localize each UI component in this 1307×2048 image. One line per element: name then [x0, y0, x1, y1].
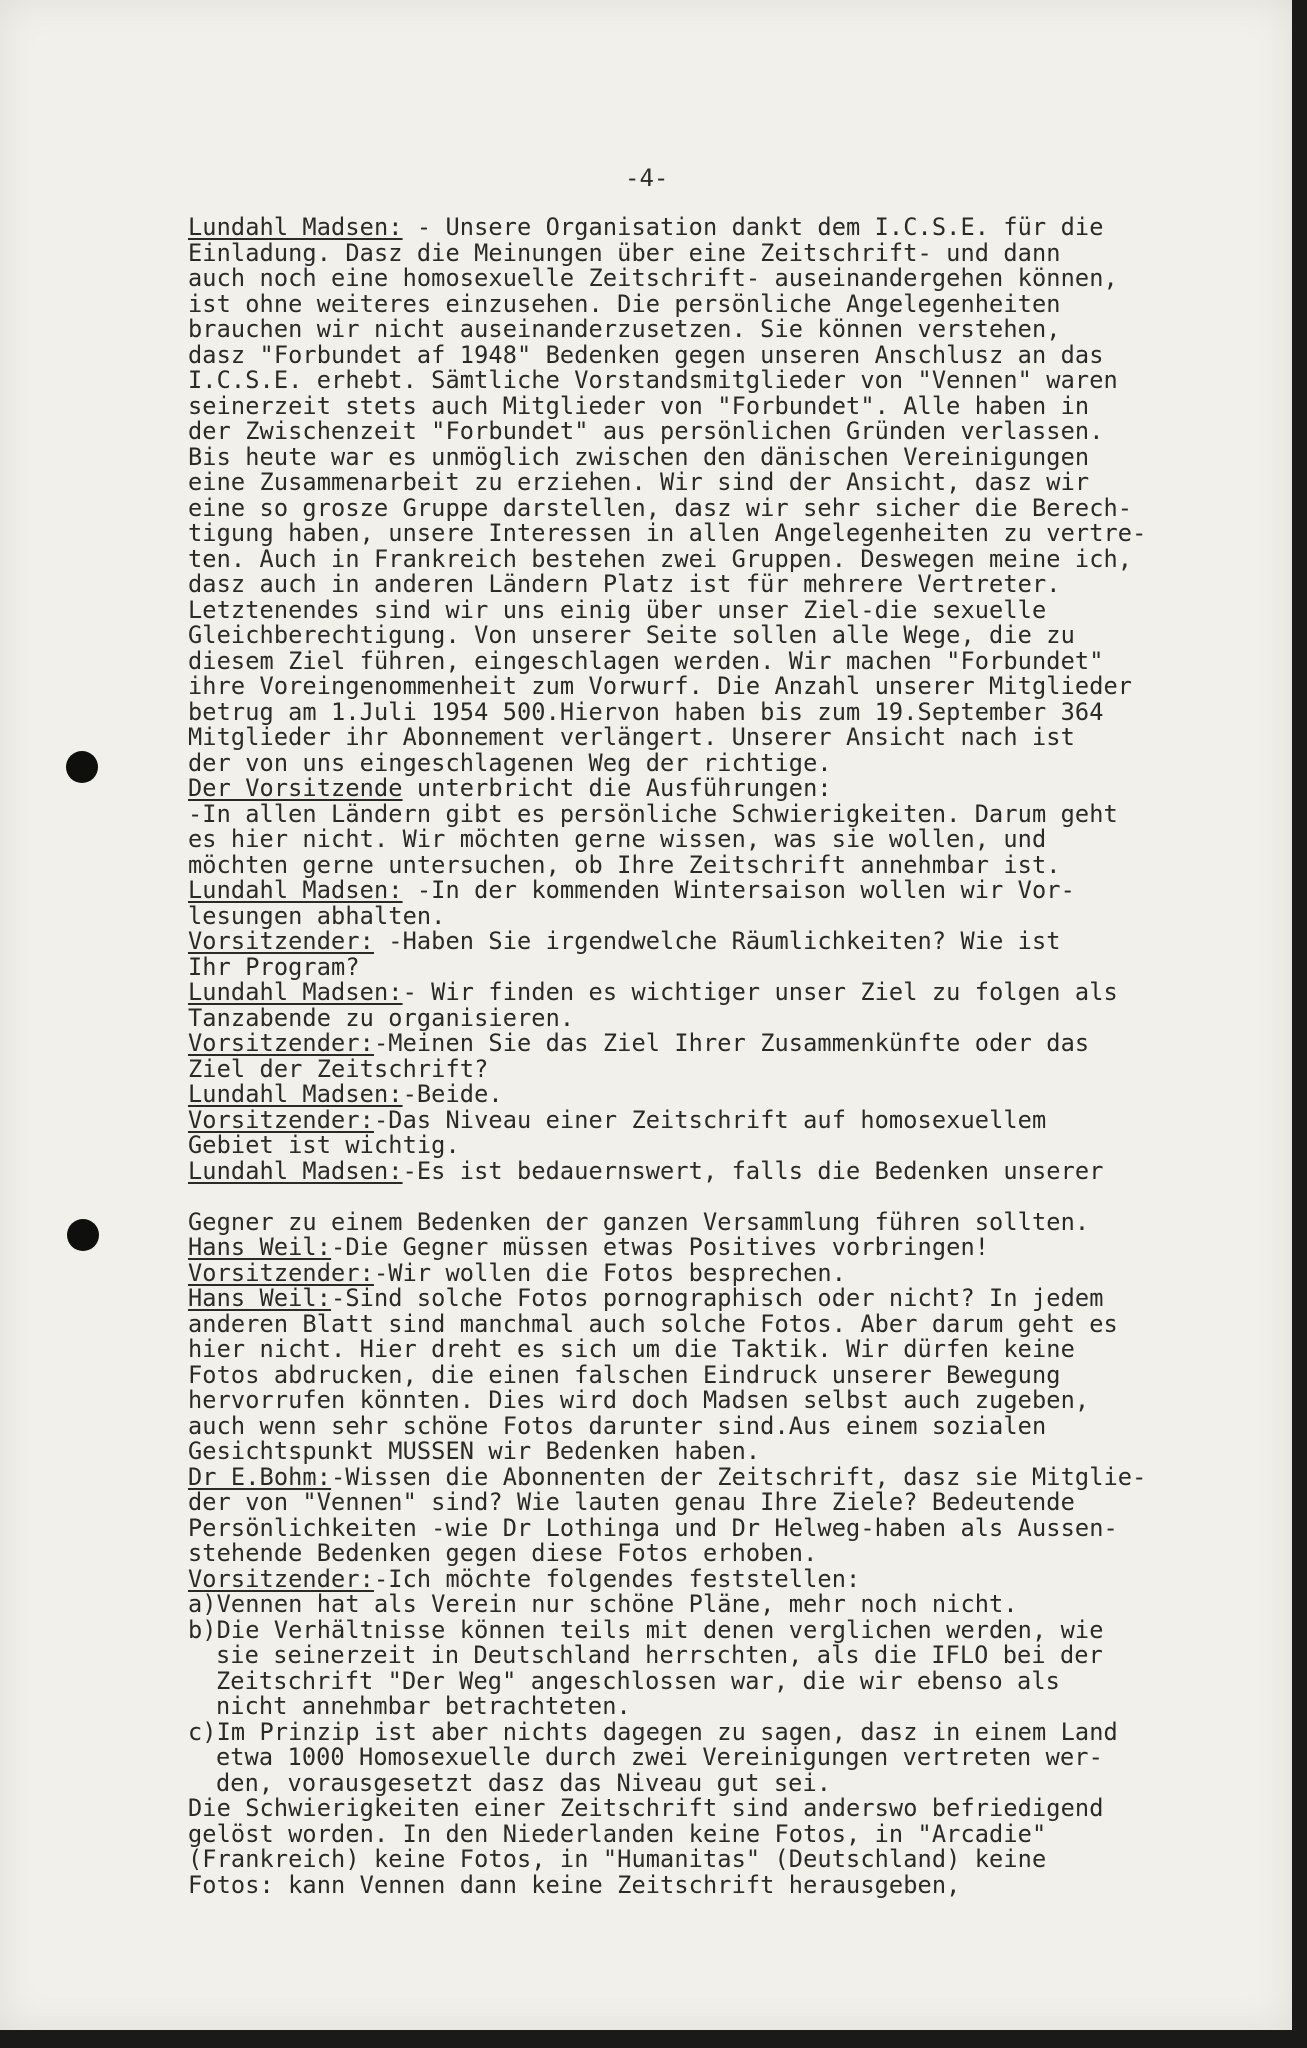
text-line: [188, 215, 1268, 241]
line-text: gelöst worden. In den Niederlanden keine Fotos, in "Arcadie": [188, 1819, 1047, 1848]
text-line: [188, 1031, 1268, 1057]
page-number: -4-: [625, 164, 669, 192]
text-line: [188, 799, 1268, 828]
line-text: (Frankreich) keine Fotos, in "Humanitas" (Deutschland) keine: [188, 1845, 1047, 1873]
text-line: [188, 317, 1268, 343]
text-line: [188, 646, 1268, 675]
line-text: ist ohne weiteres einzusehen. Die persönliche Angelegenheiten: [188, 289, 1061, 318]
document-body: [188, 215, 1268, 1898]
line-text: Tanzabende zu organisieren.: [188, 1003, 575, 1032]
line-text: -Das Niveau einer Zeitschrift auf homosexuellem: [373, 1105, 1047, 1134]
line-text: - Wir finden es wichtiger unser Ziel zu folgen als: [402, 978, 1118, 1006]
line-text: Fotos: kann Vennen dann keine Zeitschrift herausgeben,: [188, 1870, 961, 1899]
line-text: brauchen wir nicht auseinanderzusetzen. Sie können verstehen,: [188, 315, 1061, 343]
line-text: es hier nicht. Wir möchten gerne wissen, was sie wollen, und: [188, 825, 1047, 853]
text-line: [188, 391, 1268, 420]
line-text: nicht annehmbar betrachteten.: [216, 1692, 631, 1720]
speaker-name: Hans Weil:: [188, 1233, 332, 1261]
line-text: seinerzeit stets auch Mitglieder von "Forbundet". Alle haben in: [188, 391, 1090, 420]
text-line: [188, 1082, 1268, 1108]
text-line: [188, 493, 1268, 522]
text-line: [188, 901, 1268, 930]
scan-edge-right: [1292, 0, 1307, 2048]
text-line: [188, 1156, 1268, 1185]
text-line: [188, 368, 1268, 394]
speaker-name: Dr E.Bohm:: [188, 1462, 332, 1491]
text-line: [188, 1462, 1268, 1491]
text-line: [188, 623, 1268, 649]
text-line: [188, 1235, 1268, 1261]
text-line: [188, 419, 1268, 445]
speaker-name: Lundahl Madsen:: [188, 1156, 403, 1185]
text-line: [188, 1337, 1268, 1363]
text-line: [188, 1643, 1268, 1669]
line-text: auch wenn sehr schöne Fotos darunter sind.Aus einem sozialen: [188, 1411, 1047, 1440]
line-text: Gebiet ist wichtig.: [188, 1131, 460, 1159]
text-line: [188, 1105, 1268, 1134]
text-line: [188, 1513, 1268, 1542]
text-line: [188, 572, 1268, 598]
text-line: [188, 1615, 1268, 1644]
text-line: [188, 1847, 1268, 1873]
line-text: Persönlichkeiten -wie Dr Lothinga und Dr Helweg-haben als Aussen-: [188, 1513, 1118, 1542]
line-text: -Wir wollen die Fotos besprechen.: [373, 1258, 847, 1287]
line-text: Fotos abdrucken, die einen falschen Eindruck unserer Bewegung: [188, 1360, 1061, 1389]
text-line: [188, 1003, 1268, 1032]
line-text: -In der kommenden Wintersaison wollen wir Vor-: [402, 876, 1075, 904]
line-text: ten. Auch in Frankreich bestehen zwei Gruppen. Deswegen meine ich,: [188, 544, 1133, 573]
line-text: Gegner zu einem Bedenken der ganzen Versammlung führen sollten.: [188, 1207, 1090, 1236]
line-text: lesungen abhalten.: [188, 901, 446, 930]
speaker-name: Vorsitzender:: [188, 1105, 374, 1134]
line-text: unterbricht die Ausführungen:: [402, 774, 832, 802]
scan-edge-bottom: [0, 2030, 1307, 2048]
speaker-name: Lundahl Madsen:: [188, 213, 403, 241]
line-text: Bis heute war es unmöglich zwischen den dänischen Vereinigungen: [188, 442, 1090, 471]
text-line: [188, 725, 1268, 751]
text-line: [188, 595, 1268, 624]
line-text: a)Vennen hat als Verein nur schöne Pläne, mehr noch nicht.: [188, 1590, 1018, 1618]
line-text: betrug am 1.Juli 1954 500.Hiervon haben bis zum 19.September 364: [188, 697, 1104, 726]
text-line: [188, 674, 1268, 700]
text-line: [188, 952, 1268, 981]
line-text: den, vorausgesetzt dasz das Niveau gut sei.: [216, 1768, 832, 1797]
line-text: Gleichberechtigung. Von unserer Seite sollen alle Wege, die zu: [188, 621, 1075, 649]
line-text: der Zwischenzeit "Forbundet" aus persönlichen Gründen verlassen.: [188, 417, 1104, 445]
text-line: [188, 827, 1268, 853]
line-text: -Beide.: [402, 1080, 503, 1108]
speaker-name: Vorsitzender:: [188, 927, 374, 955]
line-text: -Meinen Sie das Ziel Ihrer Zusammenkünfte oder das: [373, 1029, 1090, 1057]
text-line: [188, 470, 1268, 496]
line-text: anderen Blatt sind manchmal auch solche Fotos. Aber darum geht es: [188, 1309, 1118, 1338]
speaker-name: Der Vorsitzende: [188, 774, 403, 802]
line-text: diesem Ziel führen, eingeschlagen werden. Wir machen "Forbundet": [188, 646, 1104, 675]
text-line: [188, 697, 1268, 726]
line-text: der von uns eingeschlagenen Weg der richtige.: [188, 748, 832, 777]
text-line: [188, 878, 1268, 904]
text-line: [188, 850, 1268, 879]
text-line: [188, 1439, 1268, 1465]
text-line: [188, 776, 1268, 802]
line-text: hervorrufen könnten. Dies wird doch Madsen selbst auch zugeben,: [188, 1386, 1090, 1414]
line-text: Die Schwierigkeiten einer Zeitschrift sind anderswo befriedigend: [188, 1794, 1104, 1822]
line-text: c)Im Prinzip ist aber nichts dagegen zu sagen, dasz in einem Land: [188, 1717, 1118, 1746]
line-text: Ziel der Zeitschrift?: [188, 1054, 489, 1083]
text-line: [188, 1388, 1268, 1414]
text-line: [188, 1768, 1268, 1797]
line-text: -Es ist bedauernswert, falls die Bedenken unserer: [402, 1156, 1104, 1185]
line-text: - Unsere Organisation dankt dem I.C.S.E. für die: [402, 213, 1104, 241]
text-line: [188, 980, 1268, 1006]
speaker-name: Lundahl Madsen:: [188, 876, 403, 904]
line-text: -In allen Ländern gibt es persönliche Schwierigkeiten. Darum geht: [188, 799, 1118, 828]
speaker-name: Lundahl Madsen:: [188, 1080, 403, 1108]
text-line: [188, 1184, 1268, 1210]
line-text: -Wissen die Abonnenten der Zeitschrift, dasz sie Mitglie-: [331, 1462, 1147, 1491]
line-text: der von "Vennen" sind? Wie lauten genau Ihre Ziele? Bedeutende: [188, 1488, 1075, 1516]
text-line: [188, 929, 1268, 955]
punch-hole-bottom: [67, 1219, 99, 1251]
speaker-name: Vorsitzender:: [188, 1258, 374, 1287]
text-line: [188, 1564, 1268, 1593]
text-line: [188, 544, 1268, 573]
text-line: [188, 1541, 1268, 1567]
text-line: [188, 1360, 1268, 1389]
line-text: Zeitschrift "Der Weg" angeschlossen war, die wir ebenso als: [216, 1666, 1060, 1695]
line-text: Mitglieder ihr Abonnement verlängert. Unserer Ansicht nach ist: [188, 723, 1075, 751]
line-text: Ihr Program?: [188, 952, 360, 981]
line-text: Gesichtspunkt MUSSEN wir Bedenken haben.: [188, 1437, 761, 1465]
text-line: [188, 1309, 1268, 1338]
text-line: [188, 1054, 1268, 1083]
text-line: [188, 442, 1268, 471]
line-text: etwa 1000 Homosexuelle durch zwei Vereinigungen vertreten wer-: [216, 1743, 1103, 1771]
line-text: -Sind solche Fotos pornographisch oder nicht? In jedem: [331, 1284, 1104, 1312]
text-line: [188, 1258, 1268, 1287]
line-text: I.C.S.E. erhebt. Sämtliche Vorstandsmitglieder von "Vennen" waren: [188, 366, 1118, 394]
line-text: auch noch eine homosexuelle Zeitschrift- auseinandergehen können,: [188, 264, 1118, 292]
line-text: eine Zusammenarbeit zu erziehen. Wir sind der Ansicht, dasz wir: [188, 468, 1090, 496]
text-line: [188, 289, 1268, 318]
line-text: sie seinerzeit in Deutschland herrschten, als die IFLO bei der: [216, 1641, 1103, 1669]
text-line: [188, 266, 1268, 292]
speaker-name: Lundahl Madsen:: [188, 978, 403, 1006]
line-text: möchten gerne untersuchen, ob Ihre Zeitschrift annehmbar ist.: [188, 850, 1061, 879]
line-text: b)Die Verhältnisse können teils mit denen verglichen werden, wie: [188, 1615, 1104, 1644]
line-text: dasz auch in anderen Ländern Platz ist für mehrere Vertreter.: [188, 570, 1061, 598]
text-line: [188, 1207, 1268, 1236]
speaker-name: Hans Weil:: [188, 1284, 332, 1312]
line-text: dasz "Forbundet af 1948" Bedenken gegen unseren Anschlusz an das: [188, 340, 1104, 369]
line-text: stehende Bedenken gegen diese Fotos erhoben.: [188, 1539, 818, 1567]
text-line: [188, 1286, 1268, 1312]
text-line: [188, 1870, 1268, 1899]
text-line: [188, 340, 1268, 369]
text-line: [188, 1796, 1268, 1822]
text-line: [188, 238, 1268, 267]
text-line: [188, 1694, 1268, 1720]
text-line: [188, 1666, 1268, 1695]
text-line: [188, 748, 1268, 777]
line-text: Einladung. Dasz die Meinungen über eine Zeitschrift- und dann: [188, 238, 1061, 267]
line-text: eine so grosze Gruppe darstellen, dasz wir sehr sicher die Berech-: [188, 493, 1133, 522]
text-line: [188, 1745, 1268, 1771]
text-line: [188, 1411, 1268, 1440]
speaker-name: Vorsitzender:: [188, 1564, 374, 1593]
speaker-name: Vorsitzender:: [188, 1029, 374, 1057]
line-text: -Die Gegner müssen etwas Positives vorbringen!: [331, 1233, 990, 1261]
line-text: -Haben Sie irgendwelche Räumlichkeiten? Wie ist: [373, 927, 1061, 955]
line-text: ihre Voreingenommenheit zum Vorwurf. Die Anzahl unserer Mitglieder: [188, 672, 1133, 700]
line-text: -Ich möchte folgendes feststellen:: [373, 1564, 861, 1593]
line-text: hier nicht. Hier dreht es sich um die Taktik. Wir dürfen keine: [188, 1335, 1075, 1363]
text-line: [188, 1717, 1268, 1746]
line-text: Letztenendes sind wir uns einig über unser Ziel-die sexuelle: [188, 595, 1047, 624]
text-line: [188, 1819, 1268, 1848]
punch-hole-top: [66, 751, 98, 783]
text-line: [188, 521, 1268, 547]
text-line: [188, 1490, 1268, 1516]
line-text: tigung haben, unsere Interessen in allen Angelegenheiten zu vertre-: [188, 519, 1147, 547]
text-line: [188, 1133, 1268, 1159]
text-line: [188, 1592, 1268, 1618]
